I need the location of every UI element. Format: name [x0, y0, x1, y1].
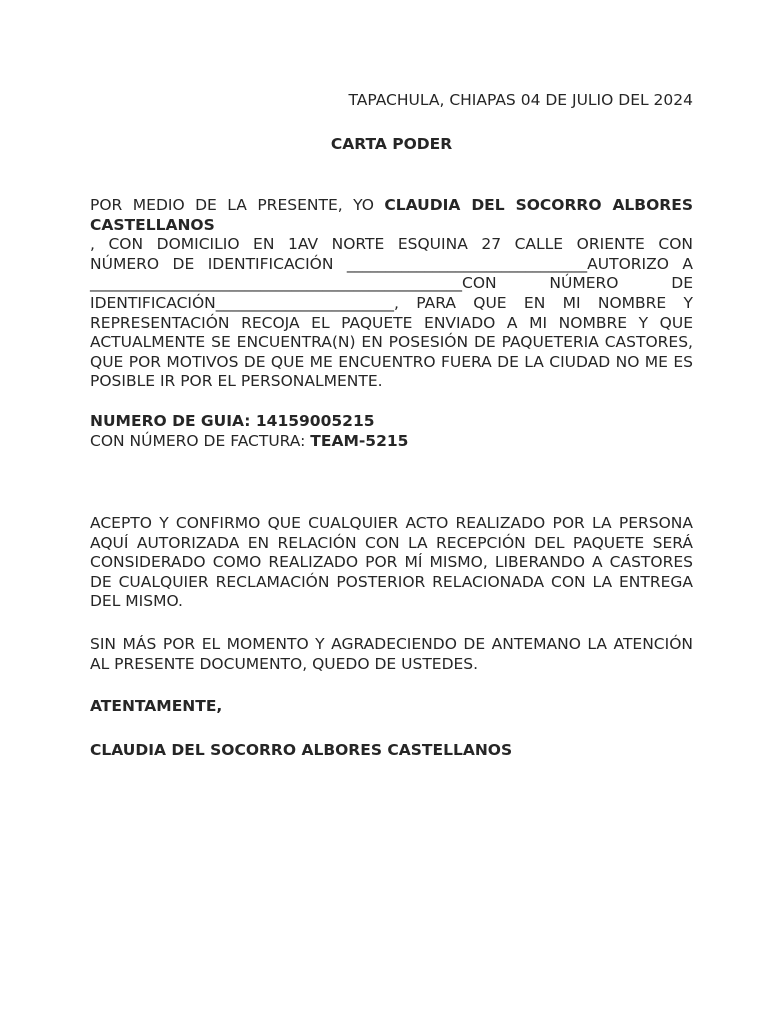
signature-name: CLAUDIA DEL SOCORRO ALBORES CASTELLANOS: [90, 741, 513, 759]
domicilio-line: , CON DOMICILIO EN 1AV NORTE ESQUINA 27 CALLE ORIENTE CON: [90, 235, 693, 254]
guia-number: NUMERO DE GUIA: 14159005215: [90, 412, 375, 430]
closing-text: ATENTAMENTE,: [90, 697, 223, 715]
factura-line: [90, 432, 693, 452]
acceptance-paragraph: ACEPTO Y CONFIRMO QUE CUALQUIER ACTO REALIZADO POR LA PERSONA AQUÍ AUTORIZADA EN RELACIÓN CON LA RECEPCIÓN DEL PAQUETE SERÁ CONSIDERADO COMO REALIZADO POR MÍ MISMO, LIBERANDO A CASTORES DE CUALQUIER RECLAMACIÓN POSTERIOR RELACIONADA CON LA ENTREGA DEL MISMO.: [90, 514, 693, 611]
con-numero-text: CON NÚMERO DE: [462, 274, 693, 293]
rest-text: , PARA QUE EN MI NOMBRE Y REPRESENTACIÓN RECOJA EL PAQUETE ENVIADO A MI NOMBRE Y QUE ACTUALMENTE SE ENCUENTRA(N) EN POSESIÓN DE PAQUETERIA CASTORES, QUE POR MOTIVOS DE QUE ME ENCUENTRO FUERA DE LA CIUDAD NO ME ES POSIBLE IR POR EL PERSONALMENTE.: [90, 293, 693, 391]
id2-blank: _______________________: [215, 293, 395, 312]
id-blank: _______________________________: [346, 254, 588, 273]
date-line: TAPACHULA, CHIAPAS 04 DE JULIO DEL 2024: [348, 91, 693, 109]
thanks-paragraph: SIN MÁS POR EL MOMENTO Y AGRADECIENDO DE ANTEMANO LA ATENCIÓN AL PRESENTE DOCUMENTO, QUEDO DE USTEDES.: [90, 635, 693, 673]
factura-value: TEAM-5215: [310, 431, 409, 450]
guia-block: [90, 412, 693, 451]
id-label: NÚMERO DE IDENTIFICACIÓN: [90, 254, 347, 273]
grantor-name: CLAUDIA DEL SOCORRO ALBORES CASTELLANOS: [90, 196, 693, 234]
factura-label: CON NÚMERO DE FACTURA:: [90, 431, 311, 450]
authorization-paragraph: [90, 196, 693, 392]
intro-text: POR MEDIO DE LA PRESENTE, YO: [90, 196, 385, 214]
document-page: [90, 0, 693, 1024]
id-line: [90, 255, 693, 275]
id2-label: IDENTIFICACIÓN: [90, 293, 216, 312]
rest-lines: [90, 294, 693, 392]
intro-line: [90, 196, 693, 235]
document-title: CARTA PODER: [330, 135, 453, 153]
autorizo-text: AUTORIZO A: [587, 254, 693, 273]
person-blank: ________________________________________________: [90, 274, 462, 293]
person-line: [90, 274, 693, 294]
